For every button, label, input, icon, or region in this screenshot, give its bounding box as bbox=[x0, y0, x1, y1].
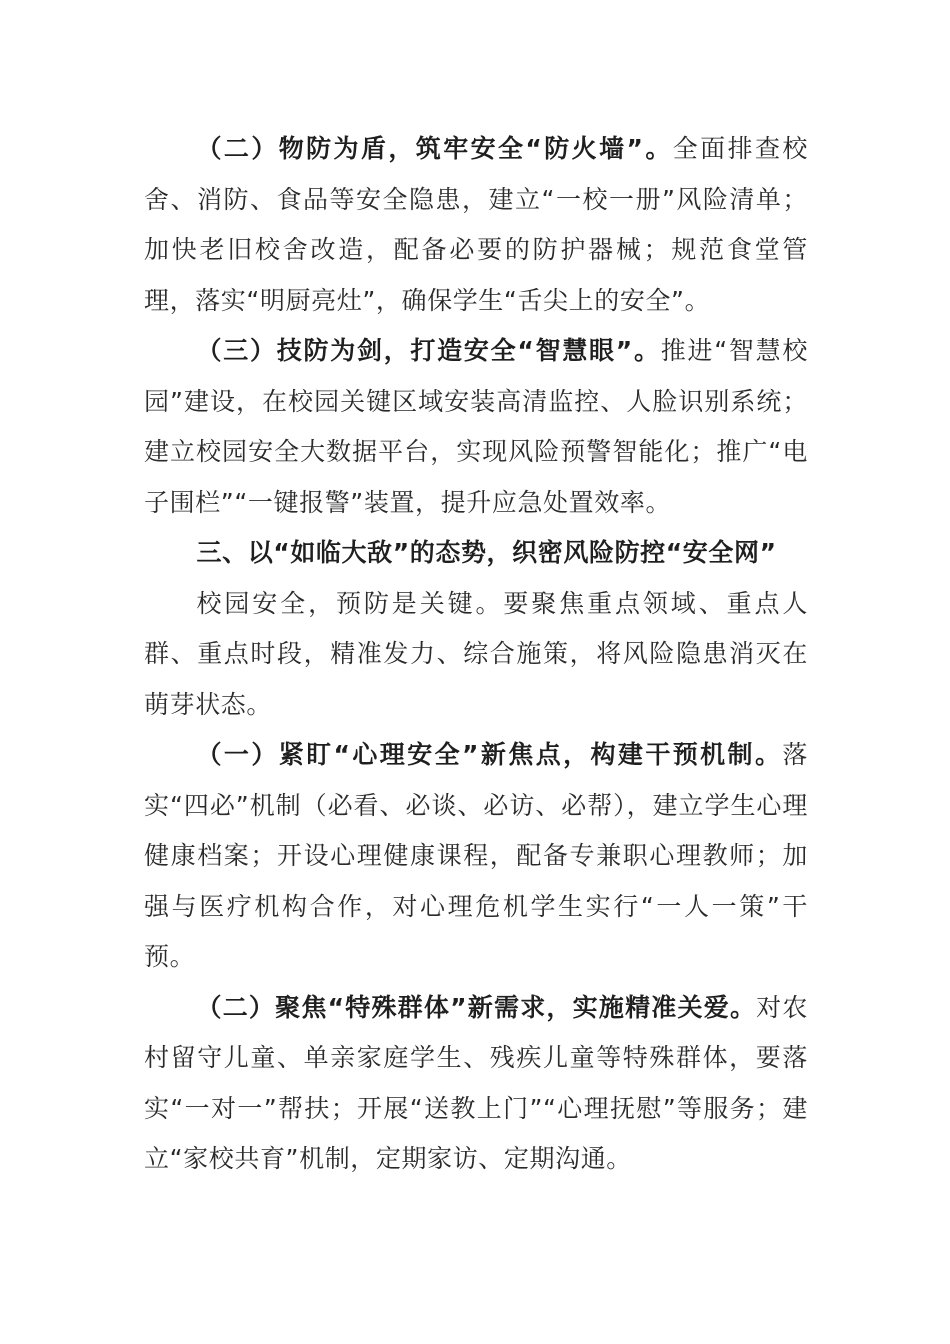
section-intro: 校园安全，预防是关键。要聚焦重点领域、重点人群、重点时段，精准发力、综合施策，将风险隐患消灭在萌芽状态。 bbox=[144, 588, 808, 719]
paragraph-physical-defense bbox=[144, 124, 808, 326]
paragraph-text: 对农村留守儿童、单亲家庭学生、残疾儿童等特殊群体，要落实“一对一”帮扶；开展“送教上门”“心理抚慰”等服务；建立“家校共育”机制，定期家访、定期沟通。 bbox=[144, 992, 808, 1173]
paragraph-text: 推进“智慧校园”建设，在校园关键区域安装高清监控、人脸识别系统；建立校园安全大数据平台，实现风险预警智能化；推广“电子围栏”“一键报警”装置，提升应急处置效率。 bbox=[144, 336, 808, 517]
document-body bbox=[144, 124, 808, 1185]
paragraph-lead: （二）物防为盾，筑牢安全“防火墙”。 bbox=[196, 134, 673, 163]
paragraph-tech-defense bbox=[144, 326, 808, 528]
paragraph-mental-safety bbox=[144, 730, 808, 983]
paragraph-text: 全面排查校舍、消防、食品等安全隐患，建立“一校一册”风险清单；加快老旧校舍改造，配备必要的防护器械；规范食堂管理，落实“明厨亮灶”，确保学生“舌尖上的安全”。 bbox=[144, 134, 808, 315]
section-heading: 三、以“如临大敌”的态势，织密风险防控“安全网” bbox=[196, 538, 777, 567]
paragraph-lead: （二）聚焦“特殊群体”新需求，实施精准关爱。 bbox=[196, 992, 757, 1022]
paragraph-lead: （三）技防为剑，打造安全“智慧眼”。 bbox=[196, 336, 661, 365]
paragraph-special-groups bbox=[144, 983, 808, 1185]
paragraph-text: 落实“四必”机制（必看、必谈、必访、必帮），建立学生心理健康档案；开设心理健康课程，配备专兼职心理教师；加强与医疗机构合作，对心理危机学生实行“一人一策”干预。 bbox=[144, 740, 808, 971]
paragraph-lead: （一）紧盯“心理安全”新焦点，构建干预机制。 bbox=[196, 740, 783, 769]
